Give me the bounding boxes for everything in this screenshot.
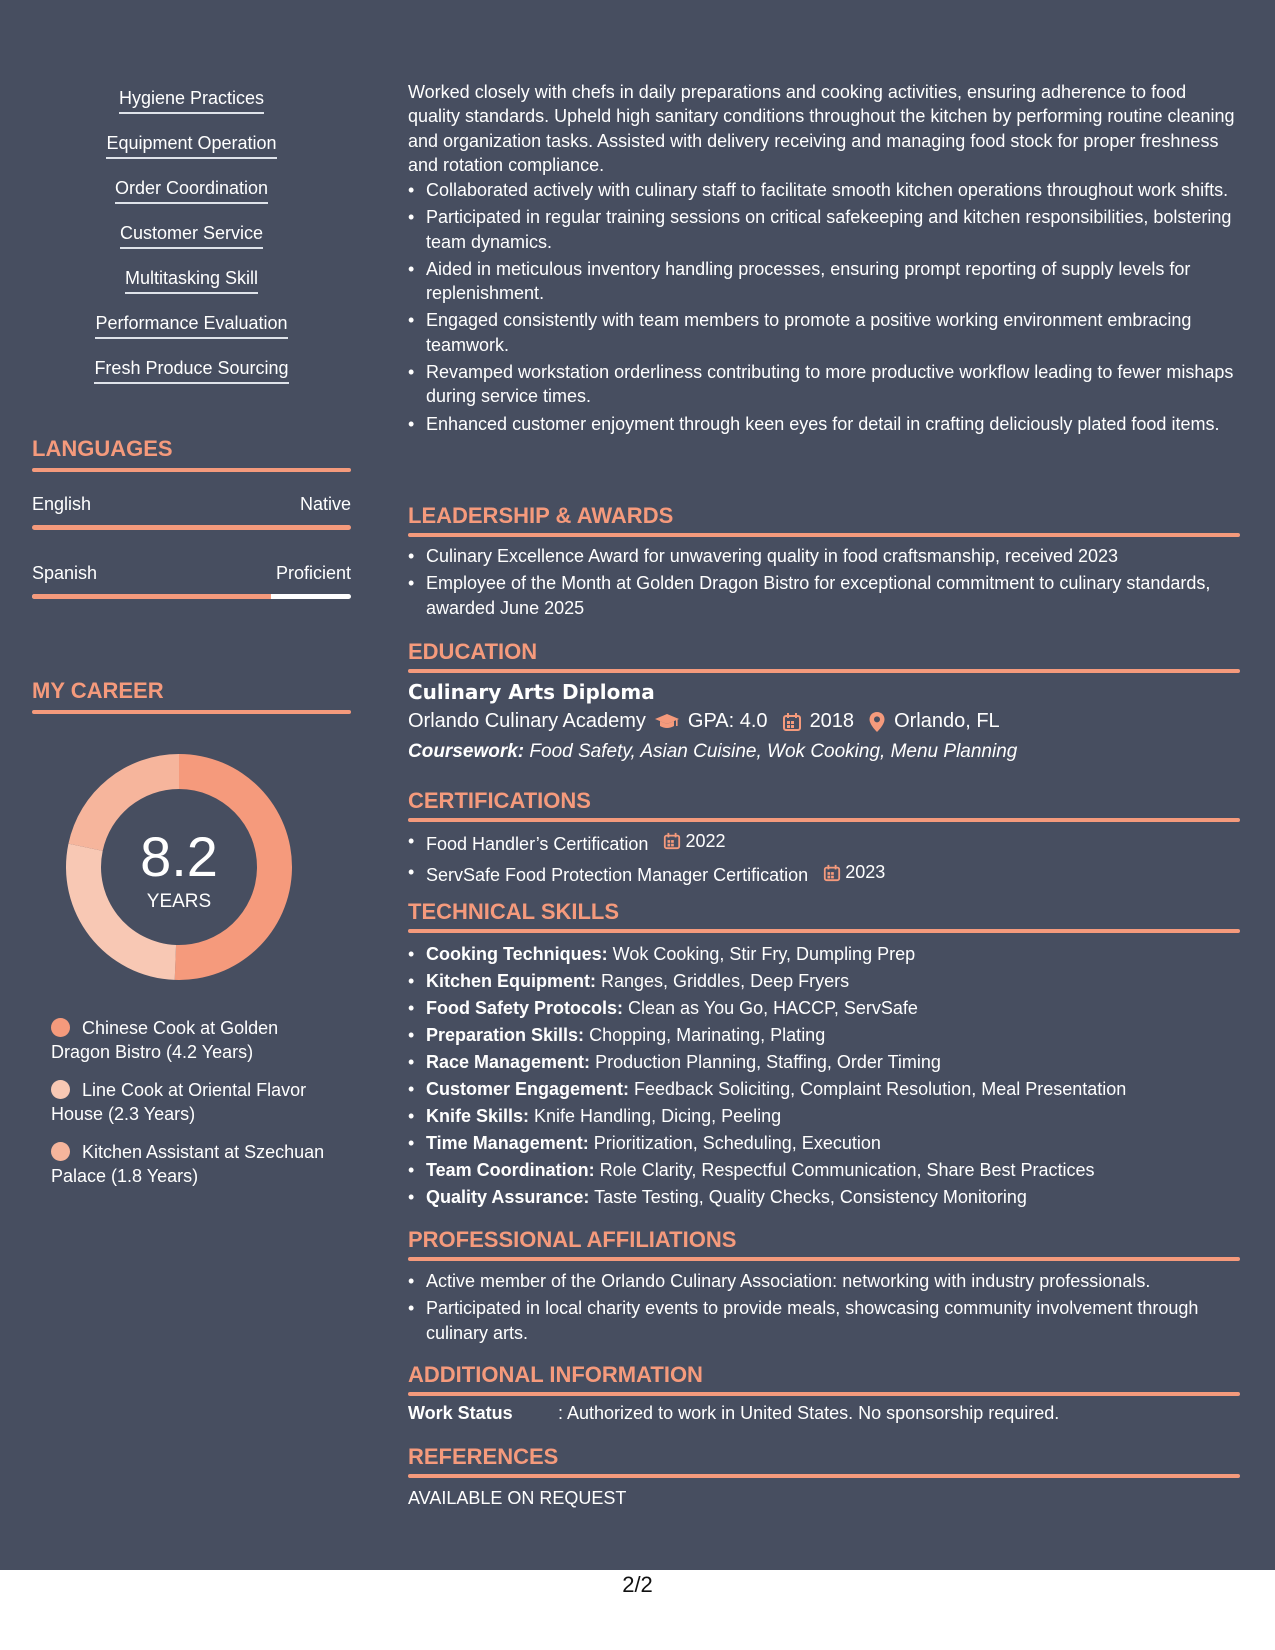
- education-section: [408, 639, 1240, 673]
- skill-bullet: • Team Coordination: Role Clarity, Respectful Communication, Share Best Practices: [426, 1157, 1240, 1184]
- bullet-item: • Aided in meticulous inventory handling processes, ensuring prompt reporting of supply levels for replenishment.: [426, 257, 1240, 306]
- references-value: AVAILABLE ON REQUEST: [408, 1488, 627, 1508]
- languages-section: [32, 436, 351, 472]
- technical-skills-title: TECHNICAL SKILLS: [408, 899, 620, 924]
- language-bar-fill: [32, 594, 271, 599]
- skill-item: Order Coordination: [32, 178, 351, 204]
- section-rule: [408, 1392, 1240, 1396]
- graduation-year: 2018: [809, 710, 855, 732]
- section-rule: [408, 818, 1240, 822]
- skill-bullet: • Preparation Skills: Chopping, Marinating, Plating: [426, 1022, 1240, 1049]
- leadership-section: [408, 503, 1240, 537]
- language-bar: [32, 525, 351, 530]
- section-rule: [408, 669, 1240, 673]
- bullet-item: • Active member of the Orlando Culinary Association: networking with industry professionals.: [426, 1269, 1240, 1293]
- skill-bullet: • Race Management: Production Planning, Staffing, Order Timing: [426, 1049, 1240, 1076]
- skill-item: Hygiene Practices: [32, 88, 351, 114]
- references-section: [408, 1444, 1240, 1478]
- skill-item: Multitasking Skill: [32, 268, 351, 294]
- bullet-item: • Employee of the Month at Golden Dragon Bistro for exceptional commitment to culinary standards, awarded June 2025: [426, 571, 1240, 620]
- skill-bullet: • Food Safety Protocols: Clean as You Go, HACCP, ServSafe: [426, 995, 1240, 1022]
- gpa: GPA: 4.0: [687, 710, 768, 732]
- certifications-title: CERTIFICATIONS: [408, 788, 591, 813]
- skill-item: Customer Service: [32, 223, 351, 249]
- bullet-item: • Participated in regular training sessions on critical safekeeping and kitchen responsibilities, bolstering team dynamics.: [426, 205, 1240, 254]
- skill-bullet: • Customer Engagement: Feedback Soliciting, Complaint Resolution, Meal Presentation: [426, 1076, 1240, 1103]
- career-section: [32, 678, 351, 714]
- calendar-icon: [663, 832, 681, 850]
- career-total: 8.2: [140, 825, 218, 888]
- location-pin-icon: [868, 711, 886, 733]
- experience-summary: Worked closely with chefs in daily preparations and cooking activities, ensuring adherence to food quality standards. Upheld high sanitary conditions throughout the kitchen by performing routine cleaning and organization tasks. Assisted with delivery receiving and managing food stock for proper freshness and rotation compliance.: [408, 82, 1235, 175]
- graduation-cap-icon: [654, 713, 680, 731]
- coursework: [408, 741, 1240, 763]
- education-location: Orlando, FL: [894, 710, 1000, 732]
- legend-dot: [51, 1080, 70, 1099]
- education-entry: [408, 680, 1240, 763]
- technical-skills-list: [408, 941, 1240, 1211]
- work-status-label: Work Status: [408, 1403, 513, 1423]
- bullet-item: • Culinary Excellence Award for unwavering quality in food craftsmanship, received 2023: [426, 544, 1240, 568]
- section-rule: [408, 929, 1240, 933]
- affiliations-title: PROFESSIONAL AFFILIATIONS: [408, 1227, 737, 1252]
- language-name: Spanish: [32, 563, 98, 583]
- section-rule: [408, 533, 1240, 537]
- page-number: 2/2: [622, 1572, 653, 1597]
- affiliations-section: [408, 1227, 1240, 1261]
- references-title: REFERENCES: [408, 1444, 559, 1469]
- skill-bullet: • Cooking Techniques: Wok Cooking, Stir Fry, Dumpling Prep: [426, 941, 1240, 968]
- skill-bullet: • Quality Assurance: Taste Testing, Quality Checks, Consistency Monitoring: [426, 1184, 1240, 1211]
- legend-dot: [51, 1142, 70, 1161]
- career-unit: YEARS: [146, 891, 212, 912]
- certifications-section: [408, 788, 1240, 822]
- language-bar: [32, 594, 351, 599]
- work-status-value: : Authorized to work in United States. No sponsorship required.: [558, 1403, 1060, 1423]
- language-row: [32, 563, 351, 584]
- skill-bullet: • Knife Skills: Knife Handling, Dicing, Peeling: [426, 1103, 1240, 1130]
- language-level: Native: [299, 494, 351, 514]
- school-name: Orlando Culinary Academy: [408, 710, 646, 732]
- language-bar-fill: [32, 525, 351, 530]
- bullet-item: • Enhanced customer enjoyment through keen eyes for detail in crafting deliciously plated food items.: [426, 412, 1240, 436]
- calendar-icon: [823, 864, 841, 882]
- language-row: [32, 494, 351, 515]
- coursework-label: Coursework:: [408, 741, 525, 762]
- language-level: Proficient: [275, 563, 351, 583]
- leadership-title: LEADERSHIP & AWARDS: [408, 503, 674, 528]
- education-title: EDUCATION: [408, 639, 538, 664]
- bullet-item: • Participated in local charity events to provide meals, showcasing community involvement through culinary arts.: [426, 1296, 1240, 1345]
- language-name: English: [32, 494, 92, 514]
- experience-bullets: [408, 178, 1240, 436]
- career-legend-item: Chinese Cook at Golden Dragon Bistro (4.2 Years): [51, 1018, 279, 1062]
- section-rule: [32, 468, 351, 472]
- career-title: MY CAREER: [32, 678, 164, 703]
- skill-item: Fresh Produce Sourcing: [32, 358, 351, 384]
- career-legend-item: Kitchen Assistant at Szechuan Palace (1.8 Years): [51, 1142, 325, 1186]
- languages-title: LANGUAGES: [32, 436, 173, 461]
- certifications-list: [408, 829, 1240, 888]
- education-details: [408, 710, 1240, 733]
- skill-item: Equipment Operation: [32, 133, 351, 159]
- skill-bullet: • Kitchen Equipment: Ranges, Griddles, Deep Fryers: [426, 968, 1240, 995]
- bullet-item: • Revamped workstation orderliness contributing to more productive workflow leading to fewer mishaps during service times.: [426, 360, 1240, 409]
- section-rule: [32, 710, 351, 714]
- leadership-list: [408, 544, 1240, 620]
- skill-bullet: • Time Management: Prioritization, Scheduling, Execution: [426, 1130, 1240, 1157]
- coursework-value: Food Safety, Asian Cuisine, Wok Cooking, Menu Planning: [529, 741, 1018, 762]
- certification-item: • Food Handler’s Certification 2022: [426, 829, 1240, 856]
- affiliations-list: [408, 1269, 1240, 1345]
- additional-info-section: [408, 1362, 1240, 1396]
- work-status: [408, 1403, 1240, 1424]
- section-rule: [408, 1257, 1240, 1261]
- section-rule: [408, 1474, 1240, 1478]
- certification-item: • ServSafe Food Protection Manager Certification 2023: [426, 860, 1240, 887]
- degree: Culinary Arts Diploma: [408, 680, 655, 704]
- career-donut-chart: [66, 754, 292, 980]
- legend-dot: [51, 1018, 70, 1037]
- technical-skills-section: [408, 899, 1240, 933]
- calendar-icon: [782, 712, 802, 732]
- career-legend-item: Line Cook at Oriental Flavor House (2.3 Years): [51, 1080, 307, 1124]
- additional-info-title: ADDITIONAL INFORMATION: [408, 1362, 703, 1387]
- bullet-item: • Engaged consistently with team members to promote a positive working environment embracing teamwork.: [426, 308, 1240, 357]
- bullet-item: • Collaborated actively with culinary staff to facilitate smooth kitchen operations throughout work shifts.: [426, 178, 1240, 202]
- skill-item: Performance Evaluation: [32, 313, 351, 339]
